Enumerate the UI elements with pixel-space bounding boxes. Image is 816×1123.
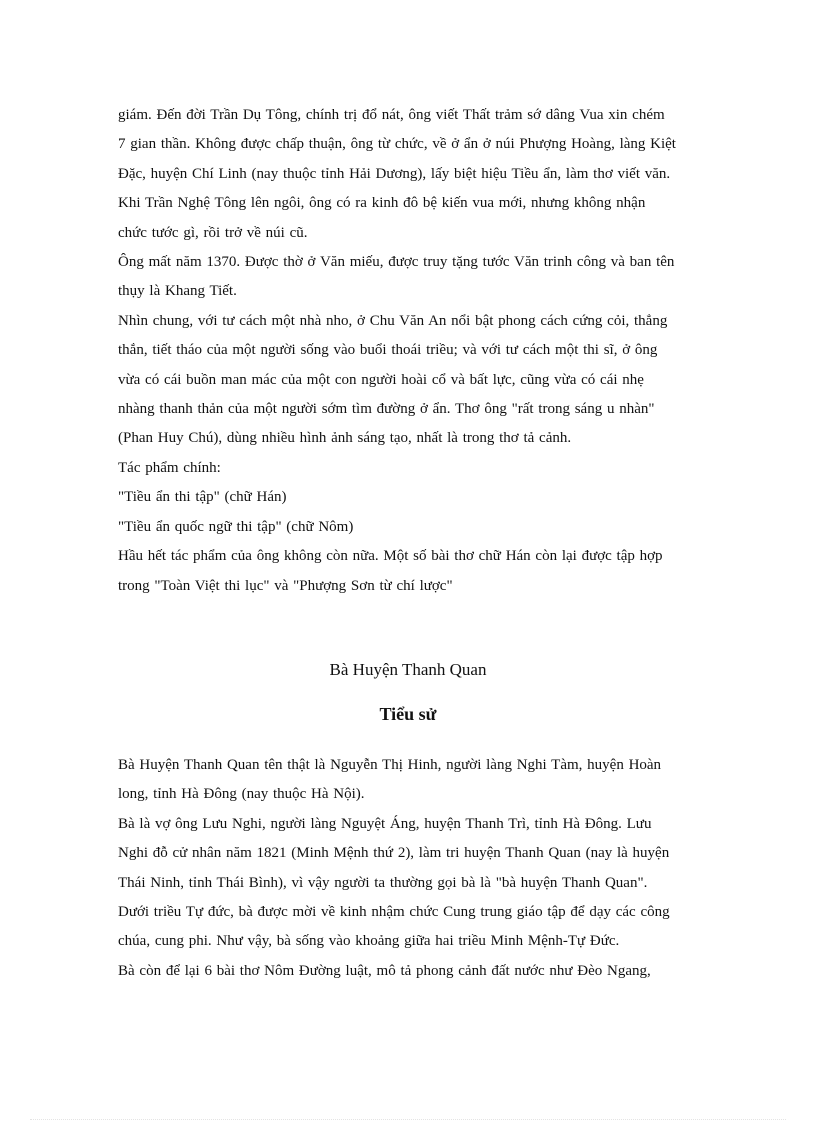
text-line: "Tiều ẩn quốc ngữ thi tập" (chữ Nôm): [118, 518, 354, 535]
text-line: long, tỉnh Hà Đông (nay thuộc Hà Nội).: [118, 786, 365, 803]
text-line: Bà là vợ ông Lưu Nghi, người làng Nguyệt Áng, huyện Thanh Trì, tỉnh Hà Đông. Lưu: [118, 815, 652, 832]
text-line: Bà còn để lại 6 bài thơ Nôm Đường luật, mô tả phong cảnh đất nước như Đèo Ngang,: [118, 962, 651, 979]
text-line: chúa, cung phi. Như vậy, bà sống vào khoảng giữa hai triều Minh Mệnh-Tự Đức.: [118, 933, 620, 950]
text-line: thắn, tiết tháo của một người sống vào buổi thoái triều; và với tư cách một thi sĩ, ở ông: [118, 342, 658, 359]
text-line: Dưới triều Tự đức, bà được mời về kinh nhậm chức Cung trung giáo tập để dạy các công: [118, 904, 670, 921]
text-line: thụy là Khang Tiết.: [118, 283, 237, 300]
text-line: vừa có cái buồn man mác của một con người hoài cổ và bất lực, cũng vừa có cái nhẹ: [118, 371, 644, 388]
text-line: Ông mất năm 1370. Được thờ ở Văn miếu, được truy tặng tước Văn trinh công và ban tên: [118, 254, 675, 271]
text-line: Đặc, huyện Chí Linh (nay thuộc tỉnh Hải Dương), lấy biệt hiệu Tiều ẩn, làm thơ viết văn.: [118, 165, 671, 182]
biography-chu-van-an-text: [118, 101, 700, 601]
biography-ba-huyen-thanh-quan-text: [118, 751, 700, 986]
text-line: Tác phẩm chính:: [118, 459, 221, 476]
text-line: "Tiều ẩn thi tập" (chữ Hán): [118, 489, 287, 506]
text-line: trong "Toàn Việt thi lục" và "Phượng Sơn từ chí lược": [118, 577, 453, 594]
text-line: giám. Đến đời Trần Dụ Tông, chính trị đổ nát, ông viết Thất trảm sớ dâng Vua xin chém: [118, 107, 665, 123]
text-line: Nghi đỗ cử nhân năm 1821 (Minh Mệnh thứ 2), làm tri huyện Thanh Quan (nay là huyện: [118, 845, 670, 862]
text-line: Khi Trần Nghệ Tông lên ngôi, ông có ra kinh đô bệ kiến vua mới, nhưng không nhận: [118, 195, 646, 212]
text-line: (Phan Huy Chú), dùng nhiều hình ảnh sáng tạo, nhất là trong thơ tả cảnh.: [118, 430, 572, 447]
text-line: chức tước gì, rồi trở về núi cũ.: [118, 224, 308, 241]
section-subtitle: Tiểu sử: [379, 704, 437, 724]
text-line: 7 gian thần. Không được chấp thuận, ông từ chức, về ở ẩn ở núi Phượng Hoàng, làng Kiệt: [118, 136, 676, 153]
text-line: Bà Huyện Thanh Quan tên thật là Nguyễn Thị Hinh, người làng Nghi Tàm, huyện Hoàn: [118, 757, 662, 773]
text-line: nhàng thanh thản của một người sớm tìm đường ở ẩn. Thơ ông "rất trong sáng u nhàn": [118, 401, 655, 418]
text-line: Hầu hết tác phẩm của ông không còn nữa. Một số bài thơ chữ Hán còn lại được tập hợp: [118, 548, 663, 565]
text-line: Thái Ninh, tỉnh Thái Bình), vì vậy người ta thường gọi bà là "bà huyện Thanh Quan".: [118, 874, 648, 891]
section-title: Bà Huyện Thanh Quan: [329, 660, 487, 679]
text-line: Nhìn chung, với tư cách một nhà nho, ở Chu Văn An nổi bật phong cách cứng cỏi, thẳng: [118, 312, 668, 329]
page-bottom-divider: [30, 1119, 786, 1120]
